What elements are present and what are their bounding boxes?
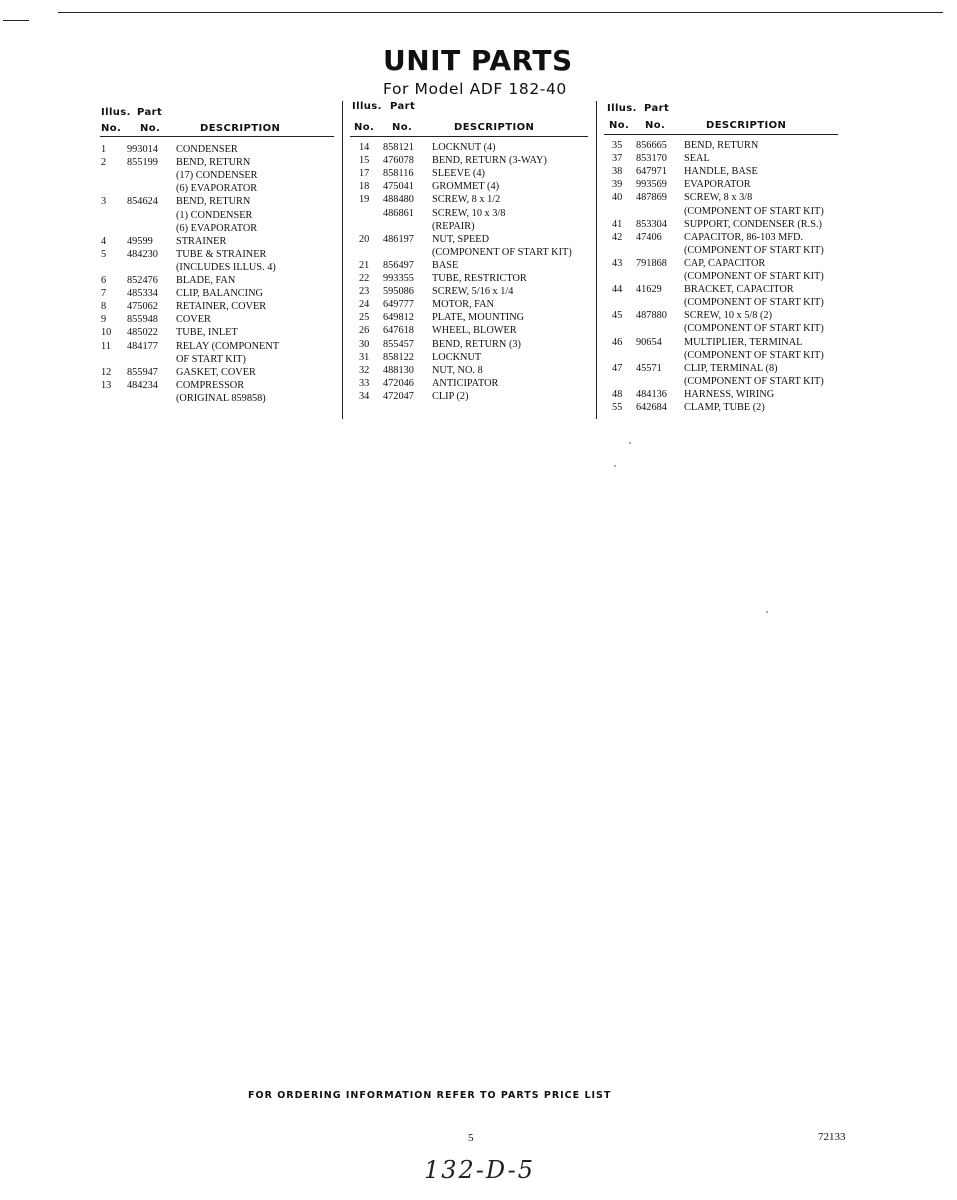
part-description: TUBE & STRAINER <box>176 248 267 260</box>
part-number: 595086 <box>383 286 414 298</box>
part-number: 993569 <box>636 179 667 191</box>
header-description: DESCRIPTION <box>706 120 787 131</box>
illus-number: 13 <box>101 379 112 391</box>
part-number: 858122 <box>383 351 414 363</box>
part-description: (COMPONENT OF START KIT) <box>432 246 572 258</box>
part-number: 791868 <box>636 257 667 269</box>
part-number: 856497 <box>383 259 414 271</box>
part-description: SCREW, 8 x 3/8 <box>684 192 753 204</box>
part-description: (6) EVAPORATOR <box>176 222 258 234</box>
part-number: 647618 <box>383 325 414 337</box>
part-number: 485334 <box>127 288 158 300</box>
header-illus: Illus. <box>607 103 637 114</box>
column-separator-2 <box>596 101 597 419</box>
header-part-no: No. <box>645 120 666 131</box>
part-description: RETAINER, COVER <box>176 301 267 313</box>
part-description: SUPPORT, CONDENSER (R.S.) <box>684 218 822 230</box>
part-number: 484136 <box>636 388 667 400</box>
part-description: NUT, SPEED <box>432 233 490 245</box>
part-description: CAPACITOR, 86-103 MFD. <box>684 231 804 243</box>
part-description: SCREW, 10 x 3/8 <box>432 207 506 219</box>
top-left-dash <box>3 20 29 21</box>
header-illus: Illus. <box>101 107 131 118</box>
part-description: TUBE, INLET <box>176 327 238 339</box>
header-rule <box>604 134 838 135</box>
part-number: 49599 <box>127 235 153 247</box>
part-description: (17) CONDENSER <box>176 170 258 182</box>
part-description: BEND, RETURN (3-WAY) <box>432 155 547 167</box>
part-description: EVAPORATOR <box>684 179 751 191</box>
part-number: 649777 <box>383 299 414 311</box>
part-description: (COMPONENT OF START KIT) <box>684 271 824 282</box>
illus-number: 15 <box>359 155 370 167</box>
part-description: COVER <box>176 314 211 326</box>
column-separator-1 <box>342 101 343 419</box>
top-rule <box>58 12 943 13</box>
part-number: 475062 <box>127 301 158 313</box>
illus-number: 11 <box>101 340 111 352</box>
illus-number: 40 <box>612 192 623 204</box>
scan-speck <box>629 442 631 444</box>
illus-number: 48 <box>612 388 623 400</box>
illus-number: 24 <box>359 299 370 311</box>
header-part: Part <box>390 101 416 112</box>
header-rule <box>350 136 588 137</box>
part-number: 488480 <box>383 194 414 206</box>
illus-number: 18 <box>359 181 370 193</box>
part-description: (COMPONENT OF START KIT) <box>684 297 824 309</box>
scan-speck <box>614 465 616 467</box>
header-illus: Illus. <box>352 101 382 112</box>
part-description: CLAMP, TUBE (2) <box>684 402 765 413</box>
illus-number: 22 <box>359 273 370 284</box>
part-description: CLIP, TERMINAL (8) <box>684 362 778 374</box>
illus-number: 32 <box>359 364 370 376</box>
illus-number: 9 <box>101 314 107 326</box>
illus-number: 5 <box>101 248 107 260</box>
scan-speck <box>766 611 768 613</box>
part-description: CLIP (2) <box>432 390 469 402</box>
part-description: GASKET, COVER <box>176 366 256 378</box>
part-description: BASE <box>432 259 459 271</box>
part-number: 486197 <box>383 233 414 245</box>
part-description: (COMPONENT OF START KIT) <box>684 349 824 361</box>
model-subtitle: For Model ADF 182-40 <box>383 80 567 98</box>
part-description: MULTIPLIER, TERMINAL <box>684 336 803 348</box>
part-number: 472047 <box>383 390 414 402</box>
part-description: (REPAIR) <box>432 220 475 232</box>
illus-number: 8 <box>101 301 107 313</box>
illus-number: 14 <box>359 142 370 153</box>
part-number: 647971 <box>636 166 667 178</box>
illus-number: 7 <box>101 288 107 300</box>
part-number: 858116 <box>383 168 414 180</box>
part-description: BEND, RETURN <box>684 140 759 151</box>
part-number: 853170 <box>636 153 667 165</box>
header-rule <box>100 136 334 137</box>
illus-number: 10 <box>101 327 112 339</box>
part-description: STRAINER <box>176 235 227 247</box>
part-number: 649812 <box>383 312 414 324</box>
part-description: WHEEL, BLOWER <box>432 325 517 337</box>
part-description: (6) EVAPORATOR <box>176 183 258 195</box>
part-number: 855948 <box>127 314 158 326</box>
illus-number: 55 <box>612 402 623 413</box>
part-description: OF START KIT) <box>176 353 246 365</box>
header-description: DESCRIPTION <box>454 122 535 133</box>
illus-number: 17 <box>359 168 370 180</box>
part-number: 855947 <box>127 366 158 378</box>
part-description: GROMMET (4) <box>432 181 500 193</box>
illus-number: 42 <box>612 231 623 243</box>
part-number: 855199 <box>127 157 158 169</box>
part-description: PLATE, MOUNTING <box>432 312 525 324</box>
illus-number: 47 <box>612 362 623 374</box>
part-description: (COMPONENT OF START KIT) <box>684 205 824 217</box>
part-description: CLIP, BALANCING <box>176 288 263 300</box>
document-code: 72133 <box>818 1131 846 1143</box>
part-description: HARNESS, WIRING <box>684 388 775 400</box>
illus-number: 12 <box>101 366 112 378</box>
illus-number: 23 <box>359 286 370 298</box>
illus-number: 45 <box>612 310 623 322</box>
part-number: 486861 <box>383 207 414 219</box>
illus-number: 44 <box>612 284 623 296</box>
header-illus-no: No. <box>609 120 630 131</box>
page-number: 5 <box>468 1132 474 1144</box>
part-number: 993014 <box>127 144 158 155</box>
part-description: (COMPONENT OF START KIT) <box>684 375 824 387</box>
header-part: Part <box>137 107 163 118</box>
header-description: DESCRIPTION <box>200 123 281 134</box>
illus-number: 37 <box>612 153 623 165</box>
part-description: CONDENSER <box>176 144 238 155</box>
part-description: HANDLE, BASE <box>684 166 758 178</box>
illus-number: 19 <box>359 194 370 206</box>
illus-number: 39 <box>612 179 623 191</box>
part-description: (1) CONDENSER <box>176 209 253 221</box>
part-number: 855457 <box>383 338 414 350</box>
header-part: Part <box>644 103 670 114</box>
illus-number: 41 <box>612 218 623 230</box>
part-number: 856665 <box>636 140 667 151</box>
part-description: (ORIGINAL 859858) <box>176 392 266 404</box>
part-description: (INCLUDES ILLUS. 4) <box>176 261 276 273</box>
part-description: LOCKNUT <box>432 351 482 363</box>
part-description: LOCKNUT (4) <box>432 142 496 153</box>
part-description: BEND, RETURN <box>176 196 251 208</box>
part-description: SCREW, 8 x 1/2 <box>432 194 501 206</box>
part-description: ANTICIPATOR <box>432 377 499 389</box>
illus-number: 38 <box>612 166 623 178</box>
header-part-no: No. <box>392 122 413 133</box>
illus-number: 2 <box>101 157 107 169</box>
part-number: 854624 <box>127 196 158 208</box>
part-description: TUBE, RESTRICTOR <box>432 273 527 284</box>
part-number: 90654 <box>636 336 662 348</box>
part-number: 853304 <box>636 218 667 230</box>
illus-number: 31 <box>359 351 370 363</box>
part-description: SLEEVE (4) <box>432 168 485 180</box>
part-description: SCREW, 10 x 5/8 (2) <box>684 310 773 322</box>
part-number: 488130 <box>383 364 414 376</box>
part-number: 484230 <box>127 248 158 260</box>
illus-number: 25 <box>359 312 370 324</box>
part-description: BEND, RETURN (3) <box>432 338 521 350</box>
part-description: NUT, NO. 8 <box>432 364 483 376</box>
header-illus-no: No. <box>354 122 375 133</box>
part-number: 475041 <box>383 181 414 193</box>
part-number: 45571 <box>636 362 662 374</box>
part-number: 487869 <box>636 192 667 204</box>
illus-number: 43 <box>612 257 623 269</box>
illus-number: 3 <box>101 196 107 208</box>
part-number: 642684 <box>636 402 667 413</box>
part-description: SEAL <box>684 153 710 165</box>
part-number: 487880 <box>636 310 667 322</box>
part-description: (COMPONENT OF START KIT) <box>684 323 824 335</box>
part-number: 472046 <box>383 377 414 389</box>
part-description: BEND, RETURN <box>176 157 251 169</box>
part-number: 484177 <box>127 340 158 352</box>
part-description: BRACKET, CAPACITOR <box>684 284 794 296</box>
illus-number: 1 <box>101 144 107 155</box>
header-illus-no: No. <box>101 123 122 134</box>
illus-number: 20 <box>359 233 370 245</box>
part-description: CAP, CAPACITOR <box>684 257 766 269</box>
part-description: MOTOR, FAN <box>432 299 494 311</box>
part-number: 485022 <box>127 327 158 339</box>
illus-number: 30 <box>359 338 370 350</box>
part-description: COMPRESSOR <box>176 379 245 391</box>
part-number: 41629 <box>636 284 662 296</box>
part-number: 476078 <box>383 155 414 167</box>
part-number: 993355 <box>383 273 414 284</box>
illus-number: 35 <box>612 140 623 151</box>
illus-number: 34 <box>359 390 370 402</box>
part-description: (COMPONENT OF START KIT) <box>684 244 824 256</box>
part-number: 484234 <box>127 379 158 391</box>
illus-number: 6 <box>101 275 107 286</box>
header-part-no: No. <box>140 123 161 134</box>
handwritten-mark: 132-D-5 <box>424 1156 535 1184</box>
illus-number: 33 <box>359 377 370 389</box>
part-number: 858121 <box>383 142 414 153</box>
part-description: SCREW, 5/16 x 1/4 <box>432 286 514 298</box>
ordering-note: FOR ORDERING INFORMATION REFER TO PARTS PRICE LIST <box>248 1090 612 1101</box>
page-title: UNIT PARTS <box>383 44 573 77</box>
part-description: RELAY (COMPONENT <box>176 340 280 352</box>
illus-number: 26 <box>359 325 370 337</box>
part-number: 852476 <box>127 275 158 286</box>
part-description: BLADE, FAN <box>176 275 236 286</box>
part-number: 47406 <box>636 231 662 243</box>
illus-number: 4 <box>101 235 107 247</box>
illus-number: 21 <box>359 259 370 271</box>
illus-number: 46 <box>612 336 623 348</box>
